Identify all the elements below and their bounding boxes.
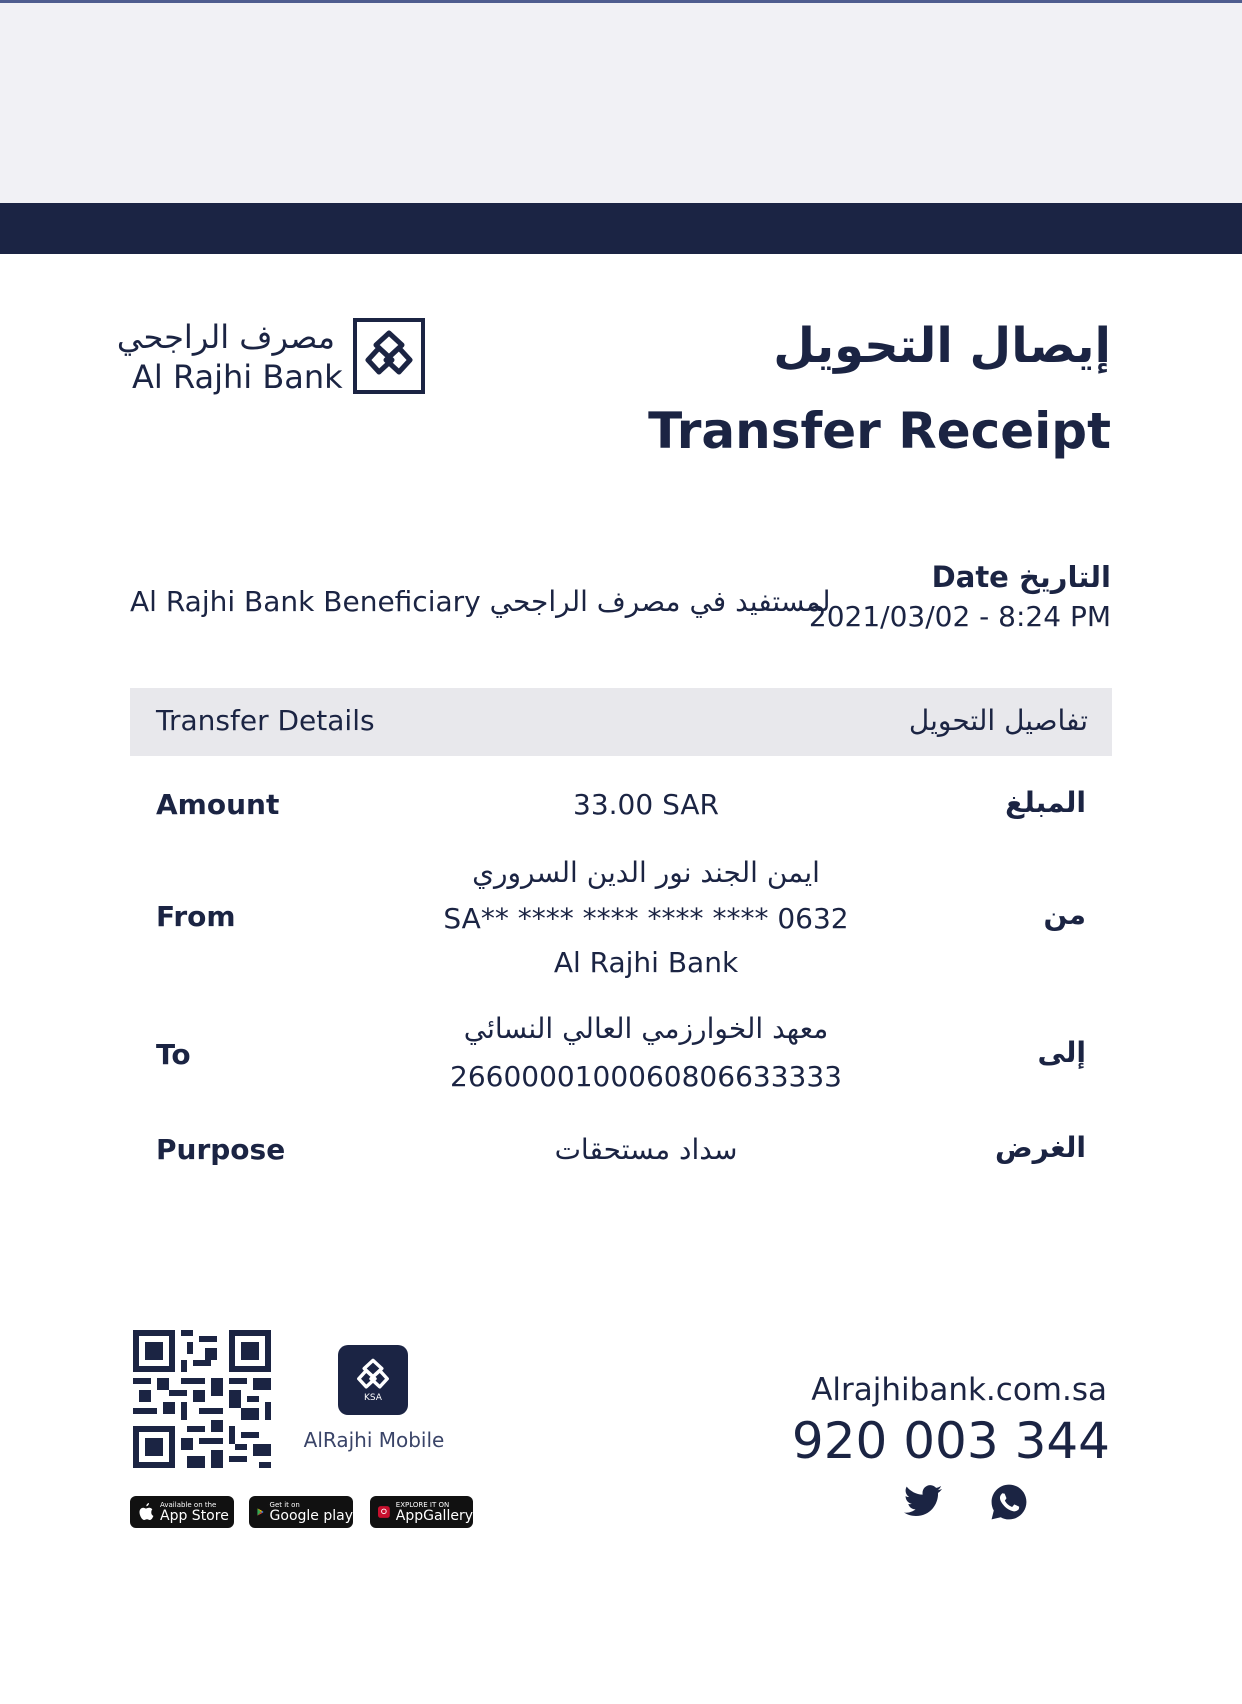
- google-play-label: Google play: [269, 1507, 353, 1524]
- app-badge-label: KSA: [364, 1393, 382, 1403]
- app-gallery-badge[interactable]: [370, 1496, 473, 1528]
- google-play-small-label: Get it on: [269, 1500, 300, 1509]
- app-gallery-label: AppGallery: [395, 1507, 473, 1524]
- app-gallery-small-label: EXPLORE IT ON: [395, 1500, 450, 1509]
- date-value: 2021/03/02 - 8:24 PM: [808, 600, 1111, 633]
- amount-label-arabic: المبلغ: [1005, 786, 1086, 819]
- apple-icon: [138, 1503, 154, 1521]
- google-play-badge[interactable]: [249, 1496, 353, 1528]
- from-account-holder: ايمن الجند نور الدين السروري: [472, 856, 820, 889]
- google-play-icon: [257, 1503, 264, 1521]
- amount-label: Amount: [156, 788, 280, 821]
- purpose-label: Purpose: [156, 1133, 286, 1166]
- receipt-header-band: [0, 203, 1242, 254]
- purpose-label-arabic: الغرض: [995, 1131, 1086, 1164]
- app-store-badge[interactable]: [130, 1496, 234, 1528]
- huawei-icon: [378, 1503, 390, 1521]
- transfer-details-header: [130, 688, 1112, 756]
- whatsapp-icon[interactable]: [990, 1483, 1028, 1521]
- date-label: Date التاريخ: [931, 560, 1111, 594]
- from-bank: Al Rajhi Bank: [553, 946, 739, 979]
- receipt-title-arabic: إيصال التحويل: [773, 318, 1111, 374]
- bank-emblem-icon: [353, 318, 425, 394]
- twitter-icon[interactable]: [904, 1483, 942, 1519]
- transfer-details-title-arabic: تفاصيل التحويل: [908, 704, 1088, 737]
- to-label: To: [156, 1038, 191, 1071]
- top-grey-area: [0, 3, 1242, 203]
- alrajhi-mobile-app-icon[interactable]: [338, 1345, 408, 1415]
- purpose-value: سداد مستحقات: [554, 1133, 738, 1166]
- receipt-title-english: Transfer Receipt: [648, 402, 1111, 460]
- from-iban: SA** **** **** **** **** 0632: [443, 902, 849, 935]
- from-label-arabic: من: [1043, 898, 1086, 931]
- to-account-number: 2660000100060806633333: [450, 1060, 842, 1093]
- to-beneficiary-name: معهد الخوارزمي العالي النسائي: [463, 1012, 829, 1045]
- from-label: From: [156, 900, 236, 933]
- receipt-sheet: [0, 254, 1242, 1704]
- app-store-label: App Store: [160, 1507, 229, 1524]
- app-name: AlRajhi Mobile: [303, 1428, 445, 1452]
- app-store-small-label: Available on the: [160, 1500, 217, 1509]
- beneficiary-type: Al Rajhi Bank Beneficiary لمستفيد في مصرف الراجحي: [130, 585, 831, 618]
- qr-code[interactable]: [133, 1330, 271, 1468]
- amount-value: 33.00 SAR: [573, 788, 719, 821]
- website-link[interactable]: Alrajhibank.com.sa: [811, 1372, 1107, 1408]
- transfer-details-title-english: Transfer Details: [156, 704, 375, 737]
- bank-logo: [116, 318, 425, 400]
- to-label-arabic: إلى: [1037, 1036, 1086, 1069]
- bank-name-english: Al Rajhi Bank: [132, 358, 343, 396]
- phone-number[interactable]: 920 003 344: [791, 1412, 1110, 1470]
- bank-name-arabic: مصرف الراجحي: [116, 318, 335, 356]
